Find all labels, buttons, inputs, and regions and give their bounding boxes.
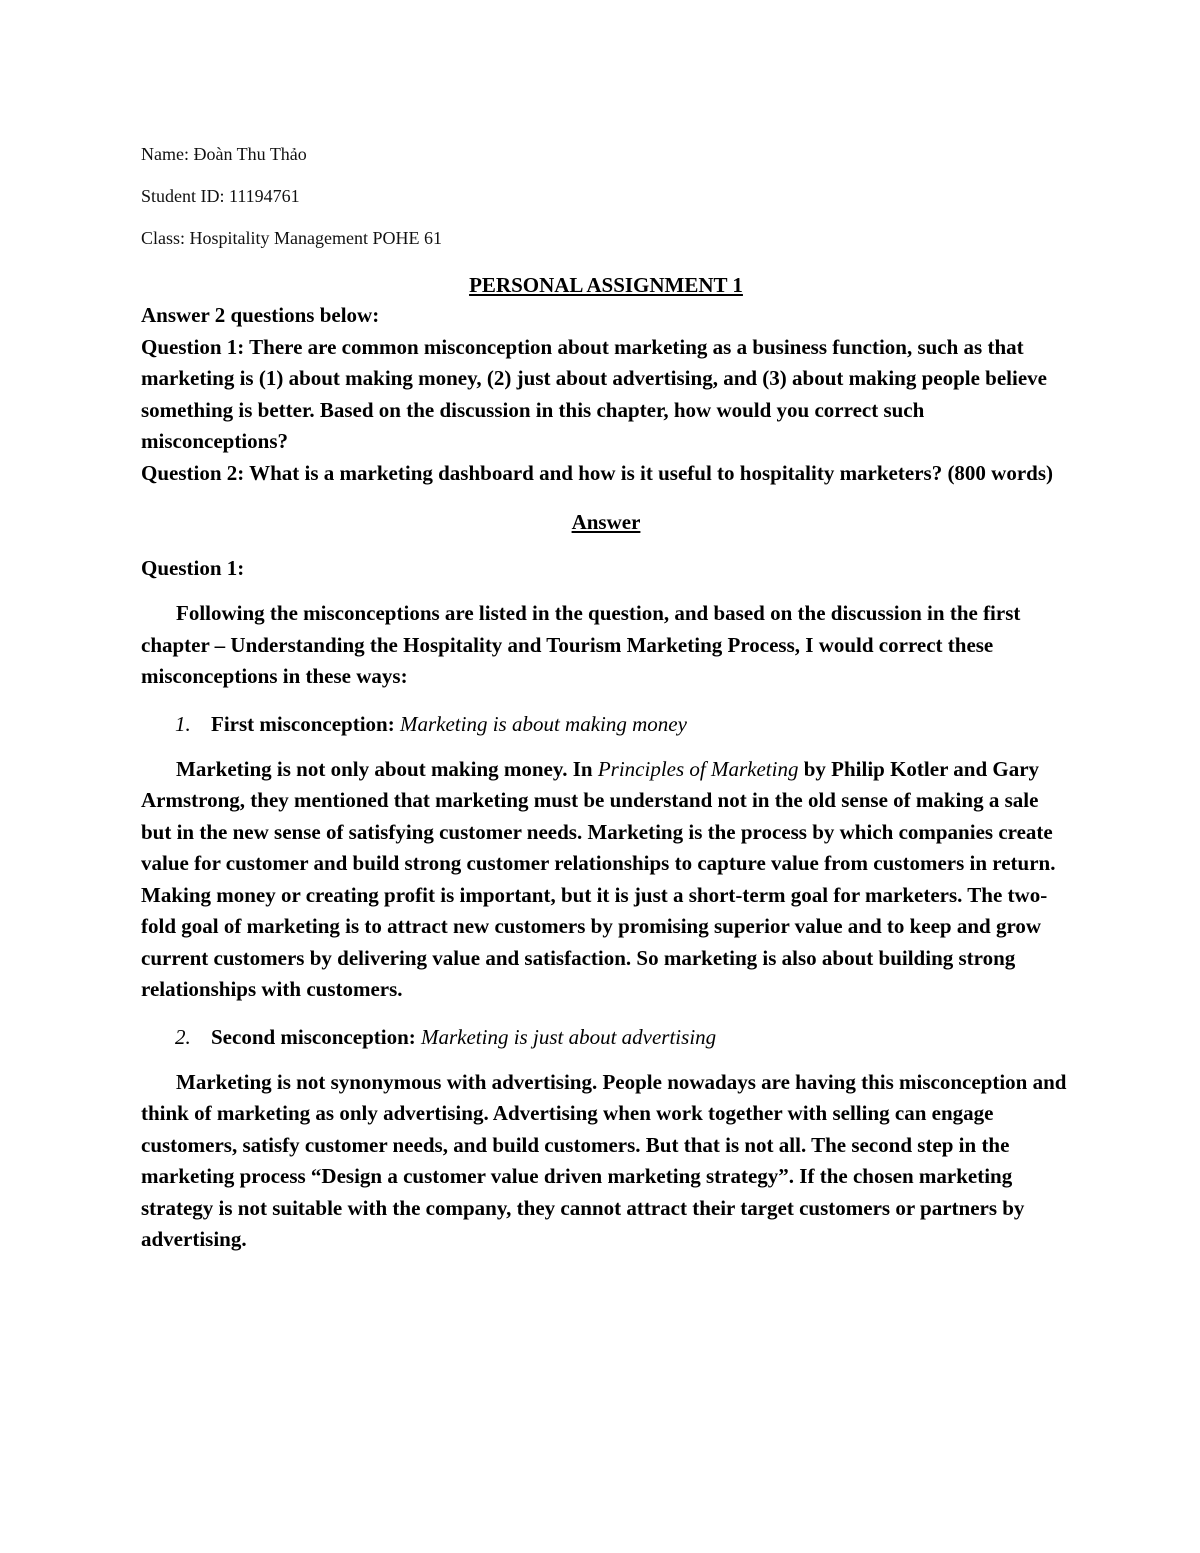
list-item-second-misconception: [141, 1022, 1071, 1053]
question-2-text: Question 2: What is a marketing dashboard and how is it useful to hospitality marketers? (800 words): [141, 460, 1054, 485]
list-item-emphasis: Marketing is just about advertising: [421, 1024, 717, 1049]
instructions: Answer 2 questions below:: [141, 303, 380, 327]
answer-question-1-heading: Question 1:: [141, 556, 245, 580]
list-item-emphasis: Marketing is about making money: [399, 711, 687, 736]
document-content: [141, 140, 1071, 1256]
assignment-title: PERSONAL ASSIGNMENT 1: [469, 273, 743, 297]
list-number: 2.: [175, 1024, 191, 1049]
student-id: Student ID: 11194761: [141, 186, 300, 206]
list-item-first-misconception: [141, 709, 1071, 740]
paragraph-text-rest: by Philip Kotler and Gary Armstrong, they mentioned that marketing must be understand not in the old sense of making a sale but in the new sense of satisfying customer needs. Marketing is the process by which companies create value for customer and build strong customer relationships to capture value from customers in return. Making money or creating profit is important, but it is just a short-term goal for marketers. The two-fold goal of marketing is to attract new customers by promising superior value and to keep and grow current customers by delivering value and satisfaction. So marketing is also about building strong relationships with customers.: [141, 756, 1056, 1001]
list-number: 1.: [175, 711, 191, 736]
list-item-label: First misconception:: [211, 711, 400, 736]
paragraph-first-misconception: [141, 754, 1071, 1006]
paragraph-text-start: Marketing is not only about making money. In: [176, 756, 598, 781]
book-title: Principles of Marketing: [597, 756, 799, 781]
paragraph-second-misconception: Marketing is not synonymous with advertising. People nowadays are having this misconception and think of marketing as only advertising. Advertising when work together with selling can engage customers, satisfy customer needs, and build customers. But that is not all. The second step in the marketing process “Design a customer value driven marketing strategy”. If the chosen marketing strategy is not suitable with the company, they cannot attract their target customers or partners by advertising.: [141, 1069, 1067, 1251]
list-item-label: Second misconception:: [211, 1024, 421, 1049]
student-name: Name: Đoàn Thu Thảo: [141, 144, 307, 164]
student-class: Class: Hospitality Management POHE 61: [141, 228, 442, 248]
question-1-text: Question 1: There are common misconception about marketing as a business function, such as that marketing is (1) about making money, (2) just about advertising, and (3) about making people believe something is better. Based on the discussion in this chapter, how would you correct such misconceptions?: [141, 334, 1047, 453]
answer-intro-paragraph: Following the misconceptions are listed in the question, and based on the discussion in the first chapter – Understanding the Hospitality and Tourism Marketing Process, I would correct these misconceptions in these ways:: [141, 601, 1021, 688]
answer-heading: Answer: [571, 510, 641, 534]
